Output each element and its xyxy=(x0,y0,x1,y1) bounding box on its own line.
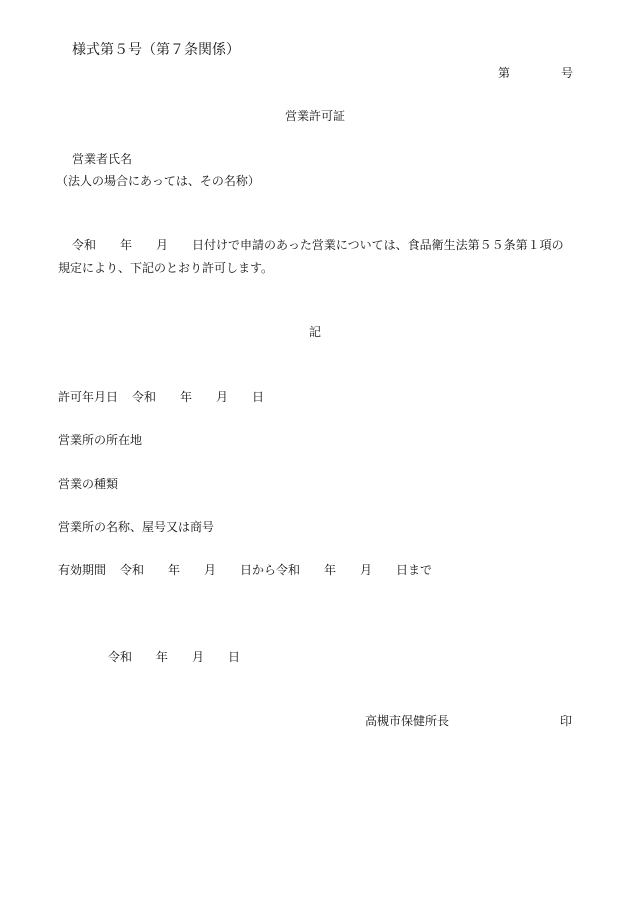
business-location-label: 営業所の所在地 xyxy=(58,433,143,447)
business-type-label: 営業の種類 xyxy=(58,477,119,491)
permit-number-suffix: 号 xyxy=(561,66,574,80)
business-name-label: 営業所の名称、屋号又は商号 xyxy=(58,520,215,534)
form-number: 様式第５号（第７条関係） xyxy=(72,42,240,58)
body-text-line-2: 規定により、下記のとおり許可します。 xyxy=(58,261,274,275)
permit-date-value: 令和 年 月 日 xyxy=(132,390,265,404)
applicant-name-label: 営業者氏名 xyxy=(72,152,133,166)
permit-date-label: 許可年月日 xyxy=(58,390,119,404)
document-title: 営業許可証 xyxy=(285,109,346,123)
body-text-line-1: 令和 年 月 日付けで申請のあった営業については、食品衛生法第５５条第１項の xyxy=(72,238,564,252)
applicant-name-note: （法人の場合にあっては、その名称） xyxy=(56,174,260,188)
ki-heading: 記 xyxy=(309,325,322,339)
seal-mark: 印 xyxy=(560,714,573,728)
validity-period-label: 有効期間 xyxy=(58,563,107,577)
permit-number-prefix: 第 xyxy=(498,66,511,80)
issue-date: 令和 年 月 日 xyxy=(108,650,241,664)
issuer-title: 高槻市保健所長 xyxy=(365,714,450,728)
validity-period-value: 令和 年 月 日から令和 年 月 日まで xyxy=(120,563,433,577)
